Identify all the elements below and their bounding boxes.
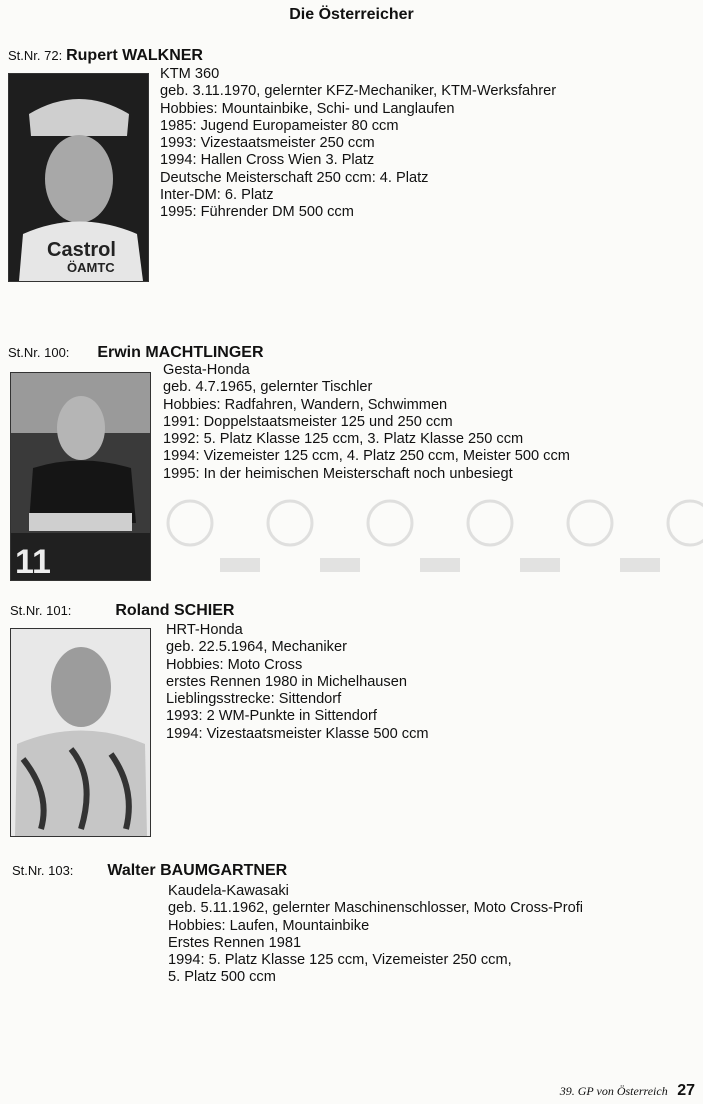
rider-name: Rupert WALKNER [66, 47, 203, 64]
rider-header-baumgartner [12, 862, 287, 880]
start-number: St.Nr. 100: [8, 345, 70, 360]
info-line: erstes Rennen 1980 in Michelhausen [166, 673, 407, 690]
info-line: Hobbies: Moto Cross [166, 656, 303, 673]
rider-info-baumgartner [168, 883, 583, 987]
info-line: 1993: 2 WM-Punkte in Sittendorf [166, 708, 377, 725]
info-line: geb. 3.11.1970, gelernter KFZ-Mechaniker, KTM-Werksfahrer [160, 83, 557, 100]
rider-photo-machtlinger [10, 372, 151, 581]
info-line: 1994: Hallen Cross Wien 3. Platz [160, 152, 375, 169]
page-title: Die Österreicher [289, 6, 414, 23]
rider-name: Erwin MACHTLINGER [97, 344, 264, 361]
info-line: geb. 22.5.1964, Mechaniker [166, 639, 347, 656]
rider-info-walkner [160, 66, 556, 222]
rider-photo-walkner [8, 73, 149, 282]
info-line: 1994: Vizemeister 125 ccm, 4. Platz 250 ccm, Meister 500 ccm [163, 448, 570, 465]
start-number: St.Nr. 103: [12, 863, 74, 878]
page-footer [560, 1082, 695, 1100]
info-line: HRT-Honda [166, 622, 243, 638]
info-line: 1995: Führender DM 500 ccm [160, 204, 354, 221]
info-line: 1994: Vizestaatsmeister Klasse 500 ccm [166, 725, 429, 742]
info-line: 1985: Jugend Europameister 80 ccm [160, 117, 399, 134]
rider-header-walkner [8, 47, 203, 65]
info-line: geb. 4.7.1965, gelernter Tischler [163, 379, 373, 396]
info-line: 1994: 5. Platz Klasse 125 ccm, Vizemeister 250 ccm, [168, 952, 512, 969]
rider-header-schier [10, 602, 234, 620]
info-line: Inter-DM: 6. Platz [160, 187, 274, 204]
photo-sponsor-castrol: Castrol [47, 239, 116, 261]
info-line: geb. 5.11.1962, gelernter Maschinenschlosser, Moto Cross-Profi [168, 900, 584, 917]
info-line: Kaudela-Kawasaki [168, 883, 289, 899]
info-line: 5. Platz 500 ccm [168, 969, 276, 986]
info-line: Deutsche Meisterschaft 250 ccm: 4. Platz [160, 169, 429, 186]
info-line: 1992: 5. Platz Klasse 125 ccm, 3. Platz Klasse 250 ccm [163, 431, 524, 448]
rider-photo-schier [10, 628, 151, 837]
rider-header-machtlinger [8, 344, 264, 362]
start-number: St.Nr. 101: [10, 603, 72, 618]
info-line: 1993: Vizestaatsmeister 250 ccm [160, 135, 375, 152]
info-line: Gesta-Honda [163, 362, 250, 378]
rider-info-schier [166, 622, 429, 743]
rider-name: Walter BAUMGARTNER [107, 862, 288, 879]
page-number: 27 [677, 1082, 695, 1099]
footer-event-title: 39. GP von Österreich [559, 1084, 668, 1098]
rider-name: Roland SCHIER [115, 602, 235, 619]
photo-start-number: 11 [15, 543, 51, 580]
info-line: 1995: In der heimischen Meisterschaft noch unbesiegt [163, 465, 513, 482]
start-number: St.Nr. 72: [8, 48, 63, 63]
watermark-pattern [150, 488, 703, 588]
info-line: Hobbies: Laufen, Mountainbike [168, 917, 370, 934]
rider-info-machtlinger [163, 362, 570, 483]
info-line: Hobbies: Mountainbike, Schi- und Langlaufen [160, 100, 455, 117]
info-line: Lieblingsstrecke: Sittendorf [166, 691, 342, 708]
info-line: Erstes Rennen 1981 [168, 934, 302, 951]
photo-sponsor-oamtc: ÖAMTC [67, 260, 115, 275]
info-line: Hobbies: Radfahren, Wandern, Schwimmen [163, 396, 448, 413]
info-line: 1991: Doppelstaatsmeister 125 und 250 ccm [163, 413, 453, 430]
info-line: KTM 360 [160, 66, 220, 82]
